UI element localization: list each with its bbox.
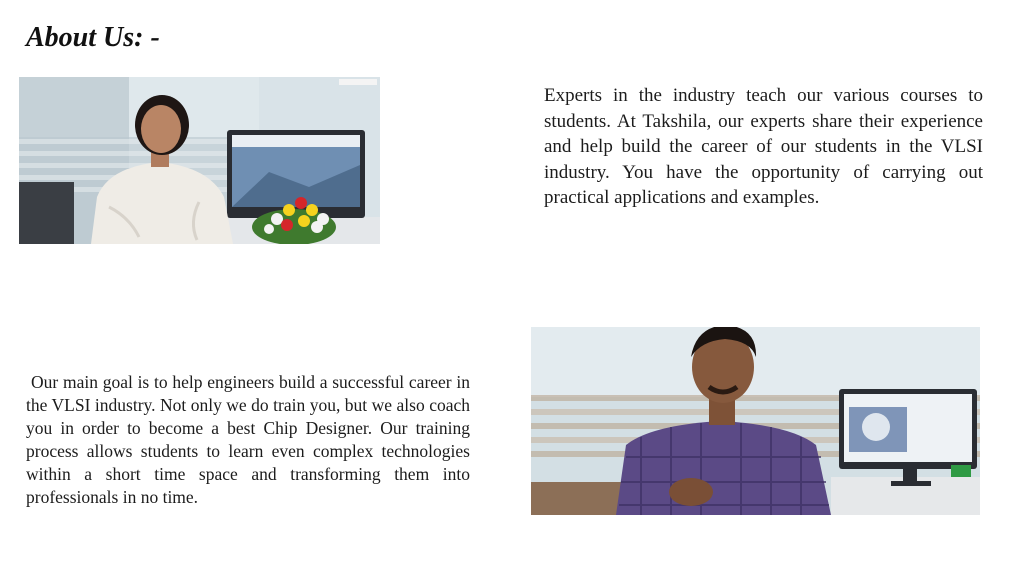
instructor-photo-male-image (531, 327, 980, 515)
about-paragraph-goal: Our main goal is to help engineers build a successful career in the VLSI industry. Not only we do train you, but we also coach you in order to become a best Chip Designer. Our training process allows students to learn even complex technologies within a short time space and transforming them into professionals in no time. (26, 372, 470, 507)
page-title: About Us: - (26, 22, 160, 53)
instructor-photo-male (531, 327, 980, 515)
about-paragraph-experts: Experts in the industry teach our various courses to students. At Takshila, our experts share their experience and help build the career of our students in the VLSI industry. You have the opportunity of carrying out practical applications and examples. (544, 85, 983, 208)
instructor-photo-female-image (19, 77, 380, 244)
instructor-photo-female (19, 77, 380, 244)
